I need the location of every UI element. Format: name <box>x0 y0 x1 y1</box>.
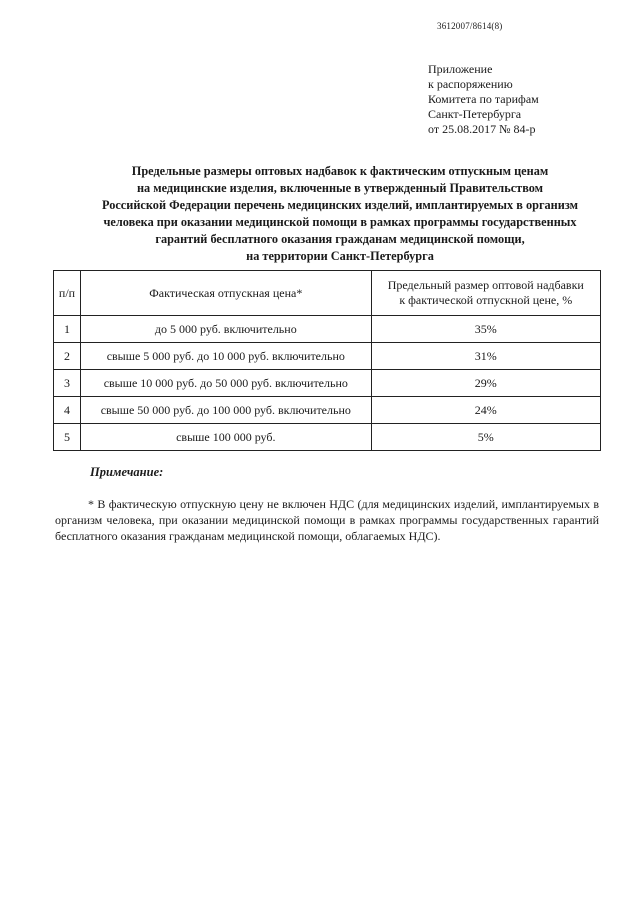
table-row <box>54 424 601 451</box>
approval-line: от 25.08.2017 № 84-р <box>428 122 536 136</box>
header-num: п/п <box>54 271 81 316</box>
cell-price: до 5 000 руб. включительно <box>81 316 372 343</box>
table-row <box>54 397 601 424</box>
header-markup <box>371 271 600 316</box>
note-heading: Примечание: <box>90 465 164 479</box>
approval-line: к распоряжению <box>428 77 513 91</box>
cell-num: 3 <box>54 370 81 397</box>
document-title <box>60 163 620 265</box>
cell-price: свыше 100 000 руб. <box>81 424 372 451</box>
table-header-row <box>54 271 601 316</box>
title-line: на медицинские изделия, включенные в утвержденный Правительством <box>136 181 544 195</box>
cell-markup: 24% <box>371 397 600 424</box>
title-line: Предельные размеры оптовых надбавок к фактическим отпускным ценам <box>131 164 549 178</box>
title-line: человека при оказании медицинской помощи в рамках программы государственных <box>103 215 577 229</box>
header-markup-line: Предельный размер оптовой надбавки <box>387 278 584 292</box>
table-row <box>54 316 601 343</box>
cell-price: свыше 50 000 руб. до 100 000 руб. включительно <box>81 397 372 424</box>
approval-block <box>428 62 539 137</box>
approval-line: Комитета по тарифам <box>428 92 539 106</box>
approval-line: Санкт-Петербурга <box>428 107 522 121</box>
cell-num: 1 <box>54 316 81 343</box>
cell-price: свыше 10 000 руб. до 50 000 руб. включительно <box>81 370 372 397</box>
cell-num: 5 <box>54 424 81 451</box>
header-markup-line: к фактической отпускной цене, % <box>399 293 573 307</box>
title-line: гарантий бесплатного оказания гражданам медицинской помощи, <box>155 232 525 246</box>
title-line: на территории Санкт-Петербурга <box>246 249 434 263</box>
cell-num: 2 <box>54 343 81 370</box>
document-code: 3612007/8614(8) <box>437 21 503 31</box>
cell-markup: 35% <box>371 316 600 343</box>
title-line: Российской Федерации перечень медицинских изделий, имплантируемых в организм <box>101 198 578 212</box>
cell-num: 4 <box>54 397 81 424</box>
cell-markup: 5% <box>371 424 600 451</box>
table-row <box>54 343 601 370</box>
cell-price: свыше 5 000 руб. до 10 000 руб. включительно <box>81 343 372 370</box>
note-text: * В фактическую отпускную цену не включен НДС (для медицинских изделий, имплантируемых в организм человека, при оказании медицинской помощи в рамках программы государственных гарантий бесплатного оказания гражданам медицинской помощи, облагаемых НДС). <box>55 497 599 543</box>
cell-markup: 31% <box>371 343 600 370</box>
header-price: Фактическая отпускная цена* <box>81 271 372 316</box>
markup-table <box>53 270 601 451</box>
cell-markup: 29% <box>371 370 600 397</box>
table-row <box>54 370 601 397</box>
approval-line: Приложение <box>428 62 493 76</box>
